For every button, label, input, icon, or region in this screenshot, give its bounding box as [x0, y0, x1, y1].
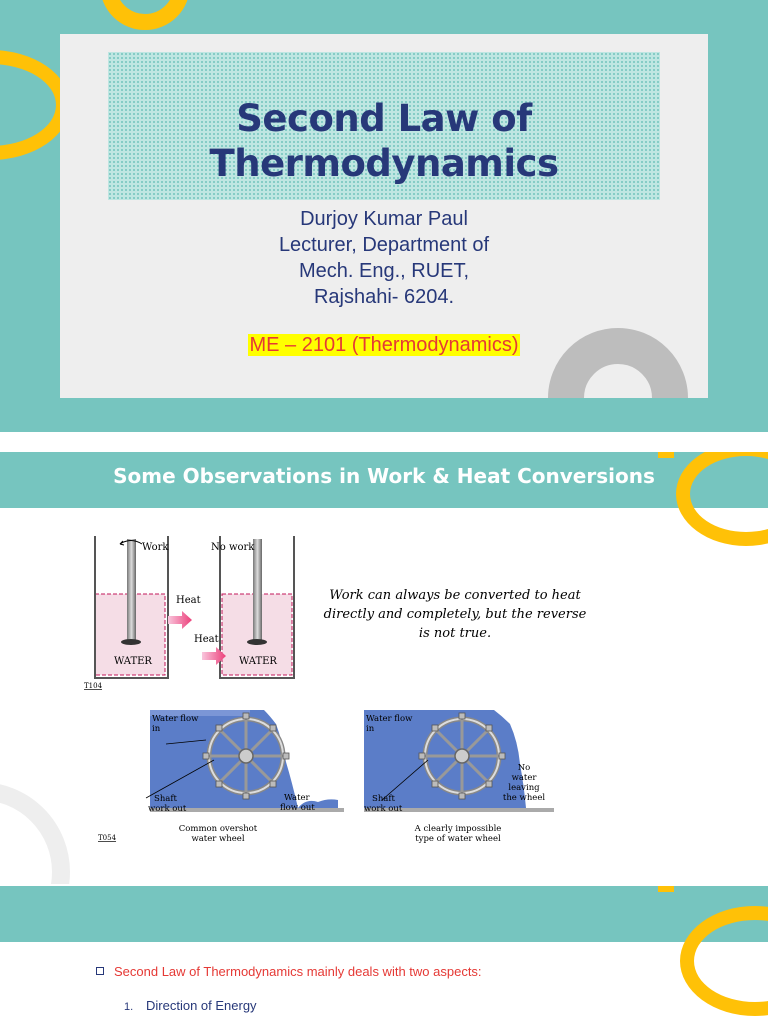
author-address: Rajshahi- 6204.	[313, 286, 455, 308]
title-slide	[0, 0, 768, 432]
title-line-1: Second Law of	[236, 97, 532, 140]
author-name: Durjoy Kumar Paul	[300, 208, 468, 230]
slide-header-band	[0, 886, 768, 942]
title-box	[108, 52, 660, 200]
item-number: 1.	[124, 1001, 134, 1013]
heat-out-label: Heat	[176, 595, 201, 606]
shaft-label: Shaft	[154, 794, 177, 804]
no-water-label-4: the wheel	[502, 793, 546, 803]
shaft-label-2: work out	[148, 804, 187, 814]
caption-line-1: Work can always be converted to heat	[329, 588, 581, 603]
shaft-label-r-2: work out	[364, 804, 403, 814]
slide-heading: Some Observations in Work & Heat Conversions	[113, 464, 655, 488]
decorative-arc	[0, 782, 70, 884]
decorative-arc	[100, 0, 190, 30]
wheel-caption-right: A clearly impossible	[414, 824, 502, 834]
water-wheel-figure	[94, 710, 556, 852]
bullet-point	[96, 964, 482, 979]
author-position: Lecturer, Department of	[278, 234, 490, 256]
slide-title	[108, 96, 660, 186]
numbered-item	[124, 998, 257, 1013]
heat-out-arrow	[168, 611, 192, 629]
wheel-caption-left-2: water wheel	[191, 834, 245, 844]
item-text: Direction of Energy	[146, 998, 257, 1013]
author-block	[60, 206, 708, 310]
water-in-label-2: in	[152, 724, 161, 734]
title-line-2: Thermodynamics	[209, 142, 559, 185]
no-water-label: No	[517, 763, 531, 773]
water-in-label-r: Water flow	[366, 714, 413, 724]
no-water-label-2: water	[511, 773, 537, 783]
work-heat-figure	[80, 536, 310, 692]
wheel-caption-right-2: type of water wheel	[415, 834, 501, 844]
water-in-label-r-2: in	[366, 724, 375, 734]
figure-tag: T104	[84, 682, 103, 690]
water-label-left: WATER	[114, 656, 152, 667]
square-bullet-icon	[96, 967, 104, 975]
bullet-text: Second Law of Thermodynamics mainly deals with two aspects:	[114, 964, 482, 979]
second-law-slide	[0, 886, 768, 1024]
impossible-wheel-panel	[364, 710, 554, 844]
course-code: ME – 2101 (Thermodynamics)	[249, 334, 519, 356]
work-label: Work	[142, 542, 169, 553]
water-out-label: Water	[284, 793, 310, 803]
overshot-wheel-panel	[146, 710, 344, 844]
water-in-label: Water flow	[152, 714, 199, 724]
author-department: Mech. Eng., RUET,	[298, 260, 470, 282]
wheel-caption-left: Common overshot	[178, 824, 258, 834]
figure-tag-2: T054	[98, 834, 117, 842]
caption-line-2: directly and completely, but the reverse	[323, 607, 587, 622]
course-line	[60, 334, 708, 357]
water-label-right: WATER	[239, 656, 277, 667]
heat-in-label: Heat	[194, 634, 219, 645]
observations-slide	[0, 452, 768, 884]
no-water-label-3: leaving	[508, 783, 540, 793]
caption-line-3: is not true.	[418, 626, 492, 641]
title-card	[60, 34, 708, 398]
decorative-tab	[658, 886, 674, 892]
figure-caption	[318, 586, 592, 643]
shaft-label-r: Shaft	[372, 794, 395, 804]
water-out-label-2: flow out	[280, 803, 315, 813]
no-work-label: No work	[211, 542, 255, 553]
